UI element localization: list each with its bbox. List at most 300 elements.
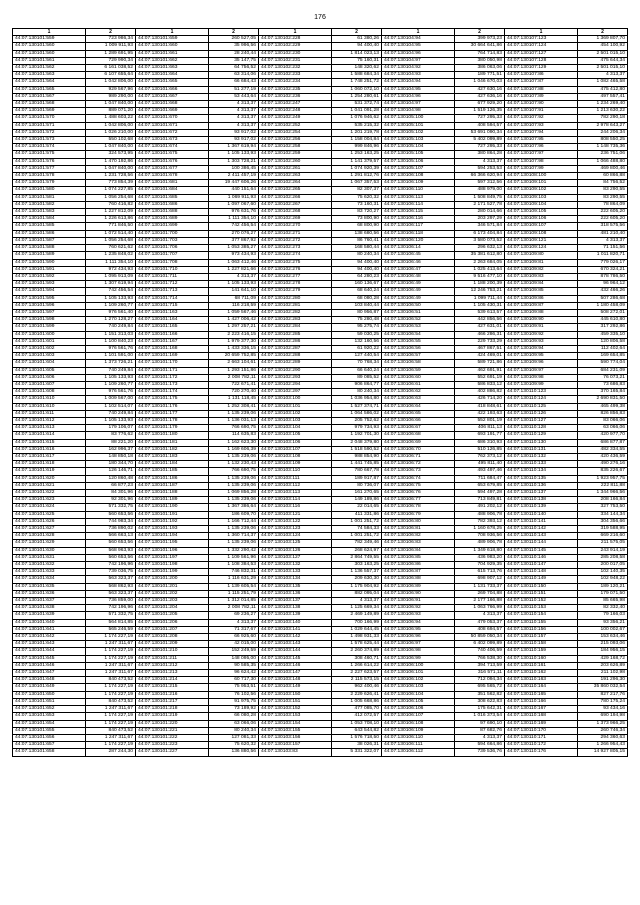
amount-cell: 497 557,41 bbox=[578, 93, 628, 100]
amount-cell: 1 369 807,70 bbox=[578, 36, 628, 43]
cadastral-number-cell: 44:07:130109:90 bbox=[504, 317, 577, 324]
cadastral-number-cell: 44:07:130110:159 bbox=[504, 648, 577, 655]
cadastral-number-cell: 44:07:130102:231 bbox=[258, 57, 331, 64]
amount-cell: 563 323,37 bbox=[86, 576, 136, 583]
cadastral-number-cell: 44:07:130101:677 bbox=[135, 165, 208, 172]
amount-cell: 1 042 806,00 bbox=[86, 79, 136, 86]
table-row bbox=[13, 367, 628, 374]
table-row bbox=[13, 598, 628, 605]
table-row bbox=[13, 403, 628, 410]
cadastral-number-cell: 44:07:130101:207 bbox=[135, 626, 208, 633]
cadastral-number-cell: 44:07:130101:169 bbox=[135, 353, 208, 360]
amount-cell: 442 856,56 bbox=[455, 317, 505, 324]
amount-cell: 744 983,34 bbox=[86, 518, 136, 525]
cadastral-number-cell: 44:07:130101:215 bbox=[135, 684, 208, 691]
cadastral-number-cell: 44:07:130106:58 bbox=[381, 360, 454, 367]
column-header: 2 bbox=[578, 29, 628, 36]
amount-cell: 972 434,93 bbox=[86, 266, 136, 273]
cadastral-number-cell: 44:07:130102:288 bbox=[258, 353, 331, 360]
cadastral-number-cell: 44:07:130101:636 bbox=[13, 590, 86, 597]
cadastral-number-cell: 44:07:130106:89 bbox=[381, 583, 454, 590]
cadastral-number-cell: 44:07:130101:589 bbox=[13, 252, 86, 259]
amount-cell: 9 516 477,10 bbox=[455, 273, 505, 280]
table-row bbox=[13, 165, 628, 172]
amount-cell: 889 071,20 bbox=[86, 108, 136, 115]
cadastral-number-cell: 44:07:130101:604 bbox=[13, 360, 86, 367]
cadastral-number-cell: 44:07:130101:685 bbox=[135, 194, 208, 201]
table-row bbox=[13, 158, 628, 165]
amount-cell: 462 691,91 bbox=[455, 367, 505, 374]
cadastral-number-cell: 44:07:130102:259 bbox=[258, 151, 331, 158]
cadastral-number-cell: 44:07:130103:108 bbox=[258, 453, 331, 460]
cadastral-number-cell: 44:07:130101:187 bbox=[135, 482, 208, 489]
amount-cell: 66 080,28 bbox=[209, 713, 259, 720]
table-row bbox=[13, 446, 628, 453]
amount-cell: 2 008 782,11 bbox=[209, 605, 259, 612]
amount-cell: 1 102 514,07 bbox=[86, 403, 136, 410]
amount-cell: 1 074 920,39 bbox=[332, 165, 382, 172]
cadastral-number-cell: 44:07:130104:98 bbox=[381, 108, 454, 115]
amount-cell: 1 042 806,00 bbox=[86, 122, 136, 129]
amount-cell: 465 499,38 bbox=[578, 403, 628, 410]
cadastral-number-cell: 44:07:130110:163 bbox=[504, 677, 577, 684]
amount-cell: 539 613,57 bbox=[455, 309, 505, 316]
cadastral-number-cell: 44:07:130101:618 bbox=[13, 461, 86, 468]
amount-cell: 66 925,60 bbox=[209, 634, 259, 641]
amount-cell: 490 276,16 bbox=[578, 461, 628, 468]
amount-cell: 1 047 840,00 bbox=[86, 165, 136, 172]
amount-cell: 1 047 840,00 bbox=[86, 101, 136, 108]
cadastral-number-cell: 44:07:130104:95 bbox=[381, 43, 454, 50]
amount-cell: 316 571,11 bbox=[455, 670, 505, 677]
cadastral-number-cell: 44:07:130106:77 bbox=[381, 497, 454, 504]
amount-cell: 71 317,67 bbox=[209, 626, 259, 633]
cadastral-number-cell: 44:07:130103:101 bbox=[258, 403, 331, 410]
cadastral-number-cell: 44:07:130101:622 bbox=[13, 490, 86, 497]
amount-cell: 1 053 385,27 bbox=[209, 245, 259, 252]
amount-cell: 906 864,77 bbox=[332, 381, 382, 388]
cadastral-number-cell: 44:07:130106:109 bbox=[381, 180, 454, 187]
amount-cell: 1 433 336,15 bbox=[209, 345, 259, 352]
cadastral-number-cell: 44:07:130106:50 bbox=[381, 302, 454, 309]
amount-cell: 1 174 227,19 bbox=[86, 684, 136, 691]
amount-cell: 70 768,34 bbox=[332, 360, 382, 367]
amount-cell: 1 373 726,21 bbox=[86, 360, 136, 367]
cadastral-number-cell: 44:07:130102:290 bbox=[258, 367, 331, 374]
cadastral-number-cell: 44:07:130109:82 bbox=[504, 266, 577, 273]
cadastral-number-cell: 44:07:130106:75 bbox=[381, 482, 454, 489]
table-row bbox=[13, 309, 628, 316]
cadastral-number-cell: 44:07:130101:648 bbox=[13, 677, 86, 684]
cadastral-number-cell: 44:07:130101:171 bbox=[135, 367, 208, 374]
amount-cell: 1 253 163,25 bbox=[332, 151, 382, 158]
cadastral-number-cell: 44:07:130101:561 bbox=[13, 57, 86, 64]
cadastral-number-cell: 44:07:130101:665 bbox=[135, 79, 208, 86]
amount-cell: 93 917,02 bbox=[209, 137, 259, 144]
amount-cell: 148 320,62 bbox=[332, 65, 382, 72]
cadastral-number-cell: 44:07:130101:165 bbox=[135, 324, 208, 331]
amount-cell: 1 001 251,72 bbox=[332, 518, 382, 525]
amount-cell: 1 139 605,54 bbox=[209, 583, 259, 590]
amount-cell: 1 231 728,56 bbox=[86, 173, 136, 180]
cadastral-number-cell: 44:07:130101:611 bbox=[13, 410, 86, 417]
cadastral-number-cell: 44:07:130107:99 bbox=[504, 165, 577, 172]
amount-cell: 92 301,96 bbox=[86, 497, 136, 504]
cadastral-number-cell: 44:07:130101:585 bbox=[13, 223, 86, 230]
amount-cell: 571 332,75 bbox=[86, 504, 136, 511]
cadastral-number-cell: 44:07:130109:99 bbox=[504, 381, 577, 388]
amount-cell: 1 108 384,53 bbox=[209, 562, 259, 569]
table-row bbox=[13, 151, 628, 158]
cadastral-number-cell: 44:07:130107:95 bbox=[504, 137, 577, 144]
amount-cell: 698 907,12 bbox=[455, 576, 505, 583]
table-row bbox=[13, 259, 628, 266]
amount-cell: 2 260 374,89 bbox=[332, 648, 382, 655]
amount-cell: 929 567,96 bbox=[86, 86, 136, 93]
amount-cell: 1 105 133,93 bbox=[86, 295, 136, 302]
cadastral-number-cell: 44:07:130102:265 bbox=[258, 187, 331, 194]
ledger-body bbox=[13, 36, 628, 756]
amount-cell: 5 331 322,07 bbox=[332, 749, 382, 756]
cadastral-number-cell: 44:07:130106:83 bbox=[381, 540, 454, 547]
amount-cell: 394 713,59 bbox=[455, 662, 505, 669]
amount-cell: 68 640,24 bbox=[332, 288, 382, 295]
amount-cell: 1 488 603,22 bbox=[86, 115, 136, 122]
amount-cell: 229 733,29 bbox=[455, 338, 505, 345]
amount-cell: 89 085,52 bbox=[332, 374, 382, 381]
cadastral-number-cell: 44:07:130102:261 bbox=[258, 165, 331, 172]
table-row bbox=[13, 144, 628, 151]
amount-cell: 327 753,50 bbox=[578, 504, 628, 511]
cadastral-number-cell: 44:07:130101:708 bbox=[135, 259, 208, 266]
cadastral-number-cell: 44:07:130101:674 bbox=[135, 144, 208, 151]
cadastral-number-cell: 44:07:130106:114 bbox=[381, 201, 454, 208]
cadastral-number-cell: 44:07:130102:282 bbox=[258, 309, 331, 316]
cadastral-number-cell: 44:07:130101:610 bbox=[13, 396, 86, 403]
amount-cell: 1 029 644,45 bbox=[332, 626, 382, 633]
cadastral-number-cell: 44:07:130101:595 bbox=[13, 295, 86, 302]
amount-cell: 432 466,26 bbox=[578, 288, 628, 295]
table-row bbox=[13, 554, 628, 561]
cadastral-number-cell: 44:07:130101:700 bbox=[135, 230, 208, 237]
amount-cell: 80 240,34 bbox=[332, 252, 382, 259]
amount-cell: 427 631,01 bbox=[455, 324, 505, 331]
column-header: 1 bbox=[135, 29, 208, 36]
table-row bbox=[13, 490, 628, 497]
table-row bbox=[13, 432, 628, 439]
amount-cell: 1 979 377,30 bbox=[209, 338, 259, 345]
table-row bbox=[13, 396, 628, 403]
amount-cell: 186 609,70 bbox=[209, 511, 259, 518]
amount-cell: 1 158 004,84 bbox=[332, 137, 382, 144]
amount-cell: 653 679,85 bbox=[455, 482, 505, 489]
cadastral-number-cell: 44:07:130101:170 bbox=[135, 360, 208, 367]
cadastral-number-cell: 44:07:130101:198 bbox=[135, 562, 208, 569]
cadastral-number-cell: 44:07:130101:628 bbox=[13, 533, 86, 540]
cadastral-number-cell: 44:07:130101:186 bbox=[135, 475, 208, 482]
cadastral-number-cell: 44:07:130110:169 bbox=[504, 720, 577, 727]
cadastral-number-cell: 44:07:130110:153 bbox=[504, 605, 577, 612]
cadastral-number-cell: 44:07:130101:596 bbox=[13, 302, 86, 309]
amount-cell: 535 215,32 bbox=[332, 122, 382, 129]
table-row bbox=[13, 180, 628, 187]
amount-cell: 179 106,07 bbox=[86, 425, 136, 432]
cadastral-number-cell: 44:07:130101:681 bbox=[135, 180, 208, 187]
cadastral-number-cell: 44:07:130103:123 bbox=[258, 526, 331, 533]
amount-cell: 1 005 668,86 bbox=[332, 698, 382, 705]
cadastral-number-cell: 44:07:130102:249 bbox=[258, 115, 331, 122]
amount-cell: 493 497,46 bbox=[455, 468, 505, 475]
amount-cell: 4 313,37 bbox=[209, 115, 259, 122]
amount-cell: 84 301,96 bbox=[86, 490, 136, 497]
cadastral-number-cell: 44:07:130101:560 bbox=[13, 50, 86, 57]
amount-cell: 1 312 014,85 bbox=[209, 598, 259, 605]
cadastral-number-cell: 44:07:130106:85 bbox=[381, 554, 454, 561]
cadastral-number-cell: 44:07:130107:87 bbox=[504, 79, 577, 86]
cadastral-number-cell: 44:07:130102:268 bbox=[258, 209, 331, 216]
cadastral-number-cell: 44:07:130106:107 bbox=[381, 713, 454, 720]
amount-cell: 73 189,92 bbox=[209, 706, 259, 713]
amount-cell: 1 923 957,75 bbox=[578, 475, 628, 482]
cadastral-number-cell: 44:07:130106:88 bbox=[381, 576, 454, 583]
cadastral-number-cell: 44:07:130106:47 bbox=[381, 266, 454, 273]
table-row bbox=[13, 187, 628, 194]
cadastral-number-cell: 44:07:130104:93 bbox=[381, 72, 454, 79]
cadastral-number-cell: 44:07:130106:91 bbox=[381, 598, 454, 605]
amount-cell: 693 191,77 bbox=[455, 432, 505, 439]
cadastral-number-cell: 44:07:130110:160 bbox=[504, 655, 577, 662]
amount-cell: 729 990,34 bbox=[86, 57, 136, 64]
cadastral-number-cell: 44:07:130110:135 bbox=[504, 475, 577, 482]
amount-cell: 1 297 257,21 bbox=[209, 324, 259, 331]
amount-cell: 424 469,01 bbox=[455, 353, 505, 360]
cadastral-number-cell: 44:07:130101:631 bbox=[13, 554, 86, 561]
amount-cell: 189 771,51 bbox=[455, 72, 505, 79]
amount-cell: 304 356,66 bbox=[578, 518, 628, 525]
table-row bbox=[13, 57, 628, 64]
cadastral-number-cell: 44:07:130106:117 bbox=[381, 223, 454, 230]
cadastral-number-cell: 44:07:130110:146 bbox=[504, 554, 577, 561]
cadastral-number-cell: 44:07:130106:71 bbox=[381, 453, 454, 460]
amount-cell: 236 751,06 bbox=[578, 151, 628, 158]
amount-cell: 826 856,83 bbox=[578, 410, 628, 417]
cadastral-number-cell: 44:07:130102:230 bbox=[258, 50, 331, 57]
amount-cell: 712 094,34 bbox=[455, 677, 505, 684]
cadastral-number-cell: 44:07:130102:284 bbox=[258, 324, 331, 331]
cadastral-number-cell: 44:07:130101:599 bbox=[13, 324, 86, 331]
amount-cell: 565 246,59 bbox=[86, 626, 136, 633]
cadastral-number-cell: 44:07:130101:573 bbox=[13, 137, 86, 144]
cadastral-number-cell: 44:07:130106:51 bbox=[381, 309, 454, 316]
amount-cell: 380 050,98 bbox=[455, 57, 505, 64]
cadastral-number-cell: 44:07:130101:214 bbox=[135, 677, 208, 684]
cadastral-number-cell: 44:07:130105:101 bbox=[381, 122, 454, 129]
cadastral-number-cell: 44:07:130110:147 bbox=[504, 562, 577, 569]
table-row bbox=[13, 345, 628, 352]
amount-cell: 1 578 625,44 bbox=[332, 641, 382, 648]
amount-cell: 83 290,55 bbox=[578, 194, 628, 201]
cadastral-number-cell: 44:07:130107:91 bbox=[504, 108, 577, 115]
amount-cell: 68 800,90 bbox=[332, 223, 382, 230]
amount-cell: 488 906,78 bbox=[455, 511, 505, 518]
cadastral-number-cell: 44:07:130103:138 bbox=[258, 605, 331, 612]
cadastral-number-cell: 44:07:130103:145 bbox=[258, 655, 331, 662]
amount-cell: 1 125 669,34 bbox=[332, 605, 382, 612]
amount-cell: 1 056 254,68 bbox=[86, 237, 136, 244]
amount-cell: 742 456,54 bbox=[86, 288, 136, 295]
amount-cell: 878 786,50 bbox=[578, 273, 628, 280]
amount-cell: 1 131 118,45 bbox=[209, 396, 259, 403]
cadastral-number-cell: 44:07:130101:656 bbox=[13, 734, 86, 741]
amount-cell: 244 206,34 bbox=[578, 129, 628, 136]
cadastral-number-cell: 44:07:130101:600 bbox=[13, 331, 86, 338]
amount-cell: 989 290,00 bbox=[86, 93, 136, 100]
page-number: 176 bbox=[314, 14, 326, 21]
cadastral-number-cell: 44:07:130101:577 bbox=[13, 165, 86, 172]
amount-cell: 1 303 728,21 bbox=[209, 158, 259, 165]
cadastral-number-cell: 44:07:130103:140 bbox=[258, 619, 331, 626]
amount-cell: 100 002,67 bbox=[578, 626, 628, 633]
cadastral-number-cell: 44:07:130102:277 bbox=[258, 273, 331, 280]
cadastral-number-cell: 44:07:130101:712 bbox=[135, 281, 208, 288]
cadastral-number-cell: 44:07:130106:80 bbox=[381, 518, 454, 525]
amount-cell: 203 297,29 bbox=[455, 216, 505, 223]
cadastral-number-cell: 44:07:130101:205 bbox=[135, 612, 208, 619]
amount-cell: 1 111 354,10 bbox=[86, 259, 136, 266]
amount-cell: 1 332 290,42 bbox=[209, 547, 259, 554]
cadastral-number-cell: 44:07:130103:83 bbox=[258, 749, 331, 756]
amount-cell: 481 210,40 bbox=[578, 230, 628, 237]
amount-cell: 1 109 260,77 bbox=[86, 381, 136, 388]
cadastral-number-cell: 44:07:130106:112 bbox=[381, 749, 454, 756]
cadastral-number-cell: 44:07:130106:70 bbox=[381, 446, 454, 453]
cadastral-number-cell: 44:07:130110:172 bbox=[504, 742, 577, 749]
cadastral-number-cell: 44:07:130101:668 bbox=[135, 101, 208, 108]
cadastral-number-cell: 44:07:130106:49 bbox=[381, 281, 454, 288]
cadastral-number-cell: 44:07:130101:654 bbox=[13, 720, 86, 727]
amount-cell: 773 854,39 bbox=[86, 180, 136, 187]
amount-cell: 75 953,51 bbox=[209, 684, 259, 691]
cadastral-number-cell: 44:07:130101:651 bbox=[13, 698, 86, 705]
amount-cell: 1 344 966,56 bbox=[578, 490, 628, 497]
cadastral-number-cell: 44:07:130101:210 bbox=[135, 648, 208, 655]
cadastral-number-cell: 44:07:130103:146 bbox=[258, 662, 331, 669]
amount-cell: 285 208,58 bbox=[578, 554, 628, 561]
table-row bbox=[13, 374, 628, 381]
cadastral-number-cell: 44:07:130101:565 bbox=[13, 86, 86, 93]
cadastral-number-cell: 44:07:130102:233 bbox=[258, 72, 331, 79]
amount-cell: 1 097 067,60 bbox=[209, 201, 259, 208]
cadastral-number-cell: 44:07:130101:184 bbox=[135, 461, 208, 468]
cadastral-number-cell: 44:07:130101:663 bbox=[135, 65, 208, 72]
table-row bbox=[13, 410, 628, 417]
amount-cell: 53 443,64 bbox=[209, 93, 259, 100]
table-row bbox=[13, 742, 628, 749]
cadastral-number-cell: 44:07:130103:124 bbox=[258, 533, 331, 540]
amount-cell: 1 009 911,93 bbox=[86, 43, 136, 50]
amount-cell: 827 217,76 bbox=[578, 691, 628, 698]
amount-cell: 90 585,35 bbox=[209, 662, 259, 669]
cadastral-number-cell: 44:07:130101:219 bbox=[135, 713, 208, 720]
cadastral-number-cell: 44:07:130101:194 bbox=[135, 533, 208, 540]
cadastral-number-cell: 44:07:130102:234 bbox=[258, 79, 331, 86]
amount-cell: 215 093,06 bbox=[578, 641, 628, 648]
cadastral-number-cell: 44:07:130103:125 bbox=[258, 540, 331, 547]
cadastral-number-cell: 44:07:130103:142 bbox=[258, 634, 331, 641]
cadastral-number-cell: 44:07:130102:260 bbox=[258, 158, 331, 165]
amount-cell: 475 412,80 bbox=[578, 86, 628, 93]
cadastral-number-cell: 44:07:130106:118 bbox=[381, 230, 454, 237]
cadastral-number-cell: 44:07:130110:171 bbox=[504, 734, 577, 741]
amount-cell: 64 756,52 bbox=[209, 65, 259, 72]
amount-cell: 429 168,72 bbox=[578, 655, 628, 662]
amount-cell: 571 332,75 bbox=[86, 612, 136, 619]
amount-cell: 351 562,82 bbox=[455, 691, 505, 698]
cadastral-number-cell: 44:07:130101:218 bbox=[135, 706, 208, 713]
table-row bbox=[13, 612, 628, 619]
amount-cell: 222 811,88 bbox=[578, 482, 628, 489]
amount-cell: 59 030,25 bbox=[332, 331, 382, 338]
cadastral-number-cell: 44:07:130101:217 bbox=[135, 698, 208, 705]
amount-cell: 669 216,60 bbox=[578, 533, 628, 540]
cadastral-number-cell: 44:07:130110:140 bbox=[504, 511, 577, 518]
cadastral-number-cell: 44:07:130101:173 bbox=[135, 381, 208, 388]
cadastral-number-cell: 44:07:130107:86 bbox=[504, 72, 577, 79]
amount-cell: 560 653,56 bbox=[86, 511, 136, 518]
amount-cell: 1 100 840,23 bbox=[86, 338, 136, 345]
cadastral-number-cell: 44:07:130101:221 bbox=[135, 727, 208, 734]
cadastral-number-cell: 44:07:130102:263 bbox=[258, 173, 331, 180]
amount-cell: 1 001 251,72 bbox=[332, 533, 382, 540]
cadastral-number-cell: 44:07:130107:88 bbox=[504, 86, 577, 93]
table-row bbox=[13, 634, 628, 641]
amount-cell: 74 584,33 bbox=[332, 526, 382, 533]
amount-cell: 1 011 820,71 bbox=[578, 252, 628, 259]
cadastral-number-cell: 44:07:130101:593 bbox=[13, 281, 86, 288]
amount-cell: 1 519 126,35 bbox=[455, 108, 505, 115]
amount-cell: 979 734,93 bbox=[332, 425, 382, 432]
table-row bbox=[13, 295, 628, 302]
cadastral-number-cell: 44:07:130102:273 bbox=[258, 245, 331, 252]
cadastral-number-cell: 44:07:130101:172 bbox=[135, 374, 208, 381]
amount-cell: 1 441 745,85 bbox=[332, 461, 382, 468]
cadastral-number-cell: 44:07:130109:85 bbox=[504, 288, 577, 295]
amount-cell: 723 986,34 bbox=[86, 36, 136, 43]
amount-cell: 346 571,84 bbox=[455, 223, 505, 230]
amount-cell: 988 854,90 bbox=[332, 453, 382, 460]
cadastral-number-cell: 44:07:130110:150 bbox=[504, 583, 577, 590]
amount-cell: 269 704,88 bbox=[455, 590, 505, 597]
cadastral-number-cell: 44:07:130109:94 bbox=[504, 345, 577, 352]
table-row bbox=[13, 317, 628, 324]
amount-cell: 71 151,56 bbox=[578, 245, 628, 252]
amount-cell: 615 713,76 bbox=[455, 569, 505, 576]
cadastral-number-cell: 44:07:130102:276 bbox=[258, 266, 331, 273]
amount-cell: 568 862,93 bbox=[86, 583, 136, 590]
amount-cell: 2 177 166,88 bbox=[455, 598, 505, 605]
amount-cell: 1 082 465,58 bbox=[578, 79, 628, 86]
amount-cell: 102 948,22 bbox=[578, 576, 628, 583]
amount-cell: 1 135 239,06 bbox=[209, 540, 259, 547]
amount-cell: 1 174 227,19 bbox=[86, 720, 136, 727]
amount-cell: 6 173 404,84 bbox=[455, 230, 505, 237]
amount-cell: 35 381 612,80 bbox=[455, 252, 505, 259]
amount-cell: 1 151 313,03 bbox=[86, 331, 136, 338]
cadastral-number-cell: 44:07:130103:110 bbox=[258, 468, 331, 475]
amount-cell: 318 575,56 bbox=[578, 223, 628, 230]
cadastral-number-cell: 44:07:130101:175 bbox=[135, 396, 208, 403]
cadastral-number-cell: 44:07:130101:584 bbox=[13, 216, 86, 223]
